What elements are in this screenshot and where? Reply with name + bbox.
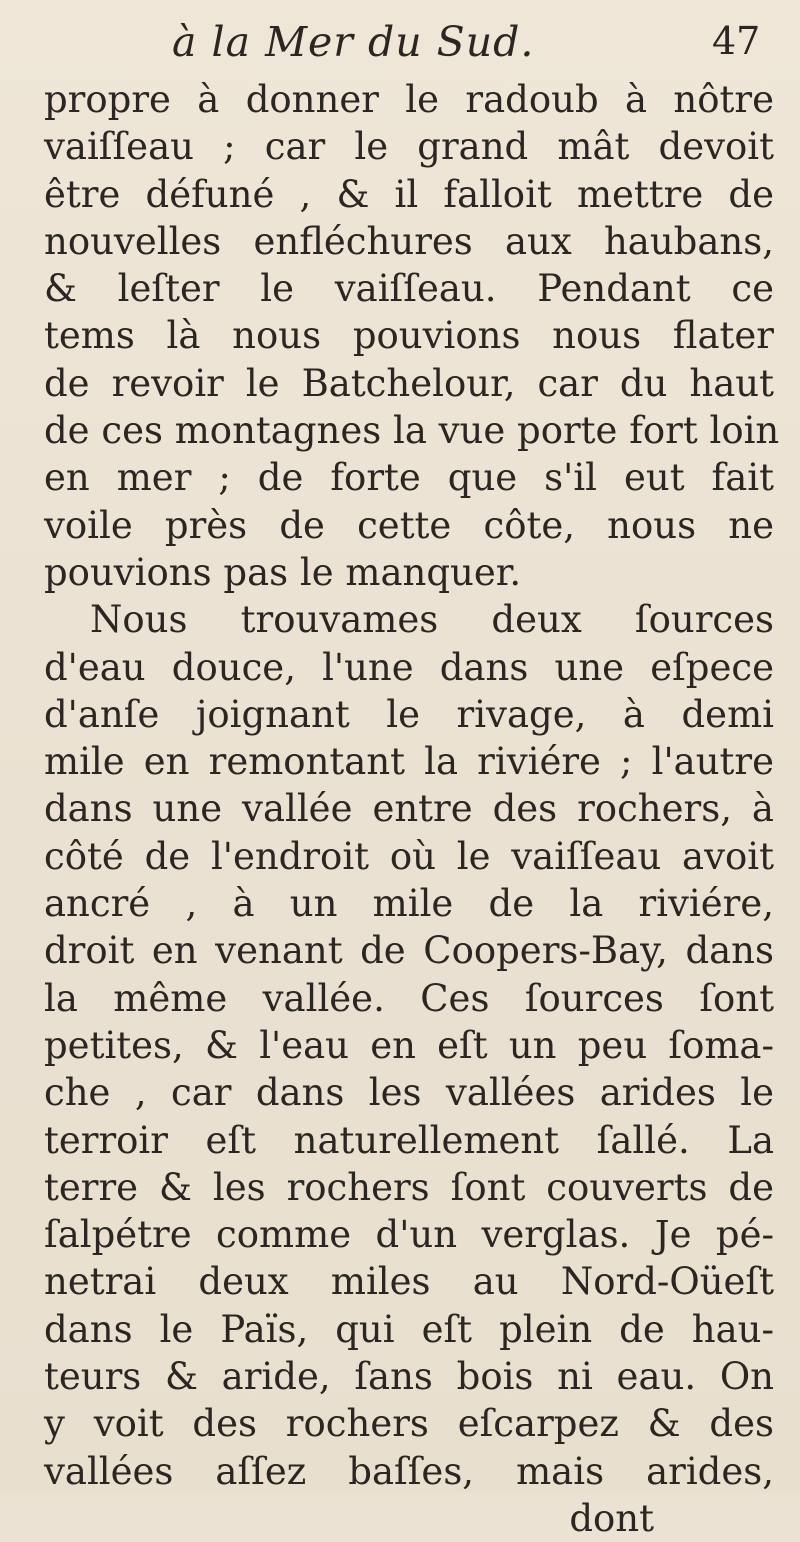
text-line: ſalpétre comme d'un verglas. Je pé-: [44, 1213, 774, 1257]
text-line: Nous trouvames deux ſources: [90, 598, 774, 642]
text-line: vaiſſeau ; car le grand mât devoit: [44, 125, 774, 169]
text-line: droit en venant de Coopers-Bay, dans: [44, 929, 774, 973]
text-line: ancré , à un mile de la riviére,: [44, 882, 774, 926]
text-line: vallées aſſez baſſes, mais arides,: [44, 1449, 774, 1493]
text-line: de revoir le Batchelour, car du haut: [44, 361, 774, 405]
text-line: voile près de cette côte, nous ne: [44, 503, 774, 547]
text-line: être défuné , & il falloit mettre de: [44, 172, 774, 216]
text-line: che , car dans les vallées arides le: [44, 1071, 774, 1115]
text-line: tems là nous pouvions nous flater: [44, 314, 774, 358]
text-line: terroir eſt naturellement ſallé. La: [44, 1118, 774, 1162]
text-line: y voit des rochers eſcarpez & des: [44, 1402, 774, 1446]
body-text: [44, 76, 780, 1542]
text-line: propre à donner le radoub à nôtre: [44, 78, 774, 121]
text-line: côté de l'endroit où le vaiſſeau avoit: [44, 834, 774, 878]
text-line: teurs & aride, ſans bois ni eau. On: [44, 1355, 774, 1399]
running-head: à la Mer du Sud.: [172, 18, 535, 66]
text-line: en mer ; de forte que s'il eut fait: [44, 456, 774, 500]
text-line: netrai deux miles au Nord-Oüeſt: [44, 1260, 774, 1304]
text-line: mile en remontant la riviére ; l'autre: [44, 740, 774, 784]
text-line: d'eau douce, l'une dans une eſpece: [44, 645, 774, 689]
text-line: la même vallée. Ces ſources ſont: [44, 976, 774, 1020]
text-line: pouvions pas le manquer.: [44, 550, 522, 594]
text-line: terre & les rochers ſont couverts de: [44, 1165, 774, 1209]
text-line: petites, & l'eau en eſt un peu ſoma-: [44, 1023, 774, 1067]
text-line: de ces montagnes la vue porte fort loin: [44, 409, 780, 453]
text-line: nouvelles enfléchures aux haubans,: [44, 219, 774, 263]
text-line: dans une vallée entre des rochers, à: [44, 787, 774, 831]
text-line: & leſter le vaiſſeau. Pendant ce: [44, 267, 774, 311]
page-number: 47: [712, 19, 761, 63]
page-header: [0, 12, 800, 72]
text-line: d'anſe joignant le rivage, à demi: [44, 692, 774, 736]
text-line: dans le Païs, qui eſt plein de hau-: [44, 1307, 774, 1351]
catchword: dont: [569, 1496, 654, 1540]
